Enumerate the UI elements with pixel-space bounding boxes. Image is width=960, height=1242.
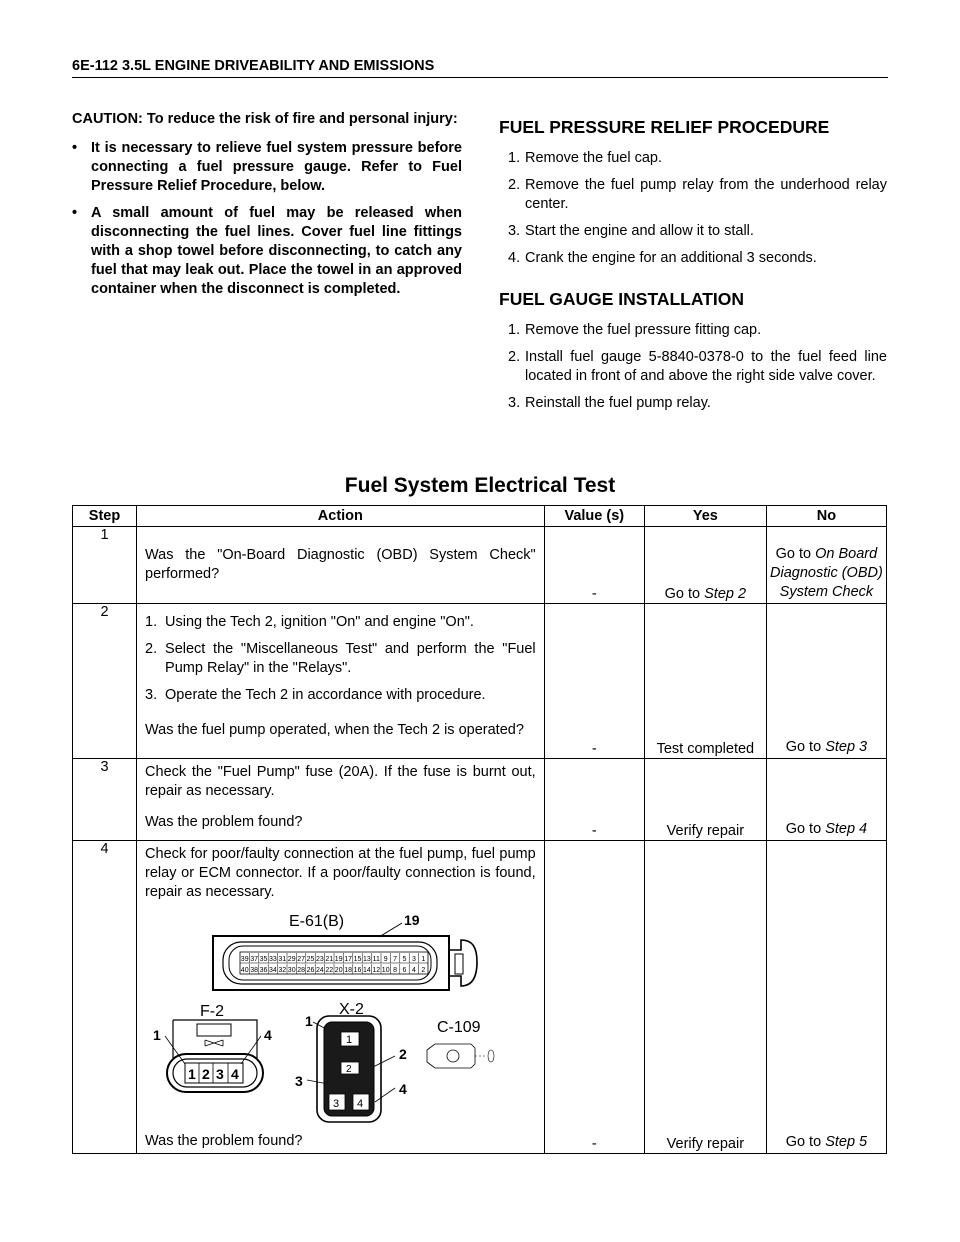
substep-text: Operate the Tech 2 in accordance with procedure.	[165, 687, 486, 703]
header-no: No	[766, 506, 886, 527]
e61-pin: 18	[344, 967, 353, 974]
gauge-step-text: Reinstall the fuel pump relay.	[525, 395, 711, 411]
action-text: Check for poor/faulty connection at the fuel pump, fuel pump relay or ECM connector. If a poor/faulty connection is found, repair as necessary.	[145, 846, 536, 900]
no-cell	[766, 841, 886, 1154]
e61-pin: 32	[278, 967, 287, 974]
no-link[interactable]: Step 3	[825, 739, 868, 755]
relief-step: 1. Remove the fuel cap.	[508, 150, 663, 166]
question-text: Was the problem found?	[145, 814, 303, 830]
f2-pin: 3	[216, 1066, 224, 1082]
e61-pin: 33	[269, 956, 277, 963]
e61-pin: 36	[259, 967, 268, 974]
e61-pin: 24	[316, 967, 324, 974]
relief-step-text: Crank the engine for an additional 3 seconds.	[525, 250, 817, 266]
e61-pin: 37	[250, 956, 259, 963]
step-number: 4	[73, 841, 137, 1154]
f2-pin: 1	[188, 1066, 196, 1082]
f2-pin-right: 4	[264, 1027, 272, 1043]
e61-pin: 16	[353, 967, 362, 974]
table-title: Fuel System Electrical Test	[344, 474, 616, 497]
gauge-step-text: Install fuel gauge 5-8840-0378-0 to the fuel feed line located in front of and above the right side valve cover.	[525, 349, 887, 384]
e61-pin: 29	[287, 956, 296, 963]
header-action: Action	[137, 506, 545, 527]
relief-steps	[499, 149, 887, 268]
substep: 2. Select the "Miscellaneous Test" and perform the "Fuel Pump Relay" in the "Relays".	[145, 641, 536, 676]
f2-pin: 2	[202, 1066, 210, 1082]
e61-pin: 39	[240, 956, 249, 963]
action-cell	[137, 759, 545, 841]
action-text: Was the "On-Board Diagnostic (OBD) System Check" performed?	[145, 547, 536, 582]
e61-label: E-61(B)	[289, 913, 345, 930]
e61-pin: 7	[393, 956, 398, 963]
no-link[interactable]: Step 5	[825, 1134, 868, 1150]
e61-pin: 4	[411, 967, 416, 974]
e61-pin: 20	[334, 967, 343, 974]
action-cell	[137, 604, 545, 759]
procedures	[499, 118, 887, 435]
gauge-step: 3. Reinstall the fuel pump relay.	[508, 395, 711, 411]
e61-pin: 3	[411, 956, 416, 963]
yes-prefix: Go to	[664, 586, 701, 602]
x2-label: X-2	[339, 1001, 364, 1018]
x2-pin: 4	[357, 1098, 364, 1110]
action-cell	[137, 527, 545, 604]
e61-pin: 9	[383, 956, 388, 963]
x2-callout: 2	[399, 1046, 407, 1062]
e61-pin: 8	[393, 967, 398, 974]
c109-connector	[427, 1044, 494, 1068]
caution-bullet-text: It is necessary to relieve fuel system pressure before connecting a fuel pressure gauge. Refer to Fuel Pressure Relief Procedure, below.	[91, 140, 462, 194]
e61-bottom-pins	[241, 964, 426, 974]
e61-pin: 11	[372, 956, 380, 963]
action-text: Check the "Fuel Pump" fuse (20A). If the fuse is burnt out, repair as necessary.	[145, 764, 536, 799]
e61-pin: 23	[316, 956, 324, 963]
e61-pin: 22	[325, 967, 334, 974]
e61-pin: 13	[363, 956, 371, 963]
relief-step-text: Remove the fuel cap.	[525, 150, 663, 166]
question-text: Was the problem found?	[145, 1133, 303, 1149]
table-header-row	[73, 506, 887, 527]
e61-pin: 34	[269, 967, 277, 974]
no-prefix: Go to	[785, 1134, 822, 1150]
e61-pin: 14	[363, 967, 371, 974]
no-prefix: Go to	[775, 546, 812, 562]
caution-list	[72, 139, 462, 299]
f2-pin: 4	[231, 1066, 239, 1082]
e61-pin: 6	[402, 967, 407, 974]
e61-connector	[213, 936, 477, 990]
e61-pin: 5	[402, 956, 407, 963]
substep-text: Using the Tech 2, ignition "On" and engine "On".	[165, 614, 474, 630]
yes-cell: Test completed	[644, 604, 766, 759]
relief-heading: FUEL PRESSURE RELIEF PROCEDURE	[499, 117, 830, 137]
value-cell: -	[544, 604, 644, 759]
e61-pin: 27	[297, 956, 306, 963]
caution-bullet: • It is necessary to relieve fuel system pressure before connecting a fuel pressure gauge. Refer to Fuel Pressure Relief Procedure, below.	[72, 140, 462, 194]
e61-pin: 26	[306, 967, 315, 974]
no-link[interactable]: On Board Diagnostic (OBD) System Check	[770, 546, 883, 600]
e61-pin: 30	[287, 967, 296, 974]
no-cell	[766, 604, 886, 759]
step-number: 1	[73, 527, 137, 604]
question-text: Was the fuel pump operated, when the Tech 2 is operated?	[145, 722, 524, 738]
value-cell: -	[544, 841, 644, 1154]
header-step: Step	[73, 506, 137, 527]
no-prefix: Go to	[785, 821, 822, 837]
table-row	[73, 841, 887, 1154]
e61-pin: 31	[278, 956, 287, 963]
yes-cell: Verify repair	[644, 841, 766, 1154]
f2-connector	[165, 1020, 263, 1092]
e61-pin: 28	[297, 967, 306, 974]
e61-pin-leader	[379, 923, 402, 937]
e61-pin: 10	[381, 967, 390, 974]
page-header: 6E-112 3.5L ENGINE DRIVEABILITY AND EMISSIONS	[72, 58, 888, 78]
x2-callout: 1	[305, 1013, 313, 1029]
no-link[interactable]: Step 4	[825, 821, 868, 837]
e61-top-pins	[241, 953, 426, 963]
caution-intro: CAUTION: To reduce the risk of fire and personal injury:	[72, 111, 458, 127]
substep-list	[145, 613, 536, 705]
no-prefix: Go to	[785, 739, 822, 755]
substep: 1. Using the Tech 2, ignition "On" and engine "On".	[145, 614, 474, 630]
caution-bullet: • A small amount of fuel may be released when disconnecting the fuel lines. Cover fuel line fittings with a shop towel before disconnecting, to catch any fuel that may leak out. Place the towel in an approved container when the disconnect is completed.	[72, 205, 462, 297]
gauge-step: 2. Install fuel gauge 5-8840-0378-0 to the fuel feed line located in front of and above the right side valve cover.	[508, 349, 887, 384]
table-row	[73, 604, 887, 759]
gauge-heading: FUEL GAUGE INSTALLATION	[499, 289, 744, 309]
e61-pin: 38	[250, 967, 259, 974]
header-yes: Yes	[644, 506, 766, 527]
value-cell: -	[544, 759, 644, 841]
yes-cell: Verify repair	[644, 759, 766, 841]
yes-cell	[644, 527, 766, 604]
c109-label: C-109	[437, 1019, 481, 1036]
x2-connector	[307, 1016, 395, 1122]
x2-pin: 2	[346, 1064, 352, 1075]
no-cell	[766, 527, 886, 604]
table-row	[73, 527, 887, 604]
relief-step-text: Remove the fuel pump relay from the underhood relay center.	[525, 177, 887, 212]
gauge-step: 1. Remove the fuel pressure fitting cap.	[508, 322, 762, 338]
connector-diagram	[145, 904, 521, 1132]
relief-step: 4. Crank the engine for an additional 3 seconds.	[508, 250, 817, 266]
table-row	[73, 759, 887, 841]
gauge-steps	[499, 321, 887, 413]
f2-pin-left: 1	[153, 1027, 161, 1043]
e61-pin: 17	[344, 956, 353, 963]
relief-step: 3. Start the engine and allow it to stall.	[508, 223, 754, 239]
gauge-step-text: Remove the fuel pressure fitting cap.	[525, 322, 762, 338]
value-cell: -	[544, 527, 644, 604]
substep: 3. Operate the Tech 2 in accordance with procedure.	[145, 687, 486, 703]
diagnostic-table	[72, 505, 887, 1154]
step-number: 3	[73, 759, 137, 841]
x2-pin: 1	[346, 1034, 353, 1046]
e61-pin: 12	[372, 967, 381, 974]
e61-pin: 21	[325, 956, 334, 963]
yes-link[interactable]: Step 2	[704, 586, 747, 602]
header-value: Value (s)	[544, 506, 644, 527]
substep-text: Select the "Miscellaneous Test" and perform the "Fuel Pump Relay" in the "Relays".	[165, 641, 536, 676]
e61-pin: 25	[306, 956, 315, 963]
x2-callout: 4	[399, 1081, 407, 1097]
e61-pin-label: 19	[404, 912, 420, 928]
relief-step: 2. Remove the fuel pump relay from the underhood relay center.	[508, 177, 887, 212]
e61-pin: 15	[353, 956, 362, 963]
e61-pin: 1	[421, 956, 426, 963]
e61-pin: 19	[334, 956, 343, 963]
no-cell	[766, 759, 886, 841]
e61-pin: 35	[259, 956, 268, 963]
x2-pin: 3	[333, 1098, 340, 1110]
e61-pin: 2	[421, 967, 426, 974]
caution-block	[72, 110, 462, 307]
e61-pin: 40	[240, 967, 249, 974]
caution-bullet-text: A small amount of fuel may be released when disconnecting the fuel lines. Cover fuel line fittings with a shop towel before disconnecting, to catch any fuel that may leak out. Place the towel in an approved container when the disconnect is completed.	[91, 205, 462, 297]
x2-callout: 3	[295, 1073, 303, 1089]
action-cell	[137, 841, 545, 1154]
step-number: 2	[73, 604, 137, 759]
relief-step-text: Start the engine and allow it to stall.	[525, 223, 754, 239]
f2-label: F-2	[200, 1003, 225, 1020]
